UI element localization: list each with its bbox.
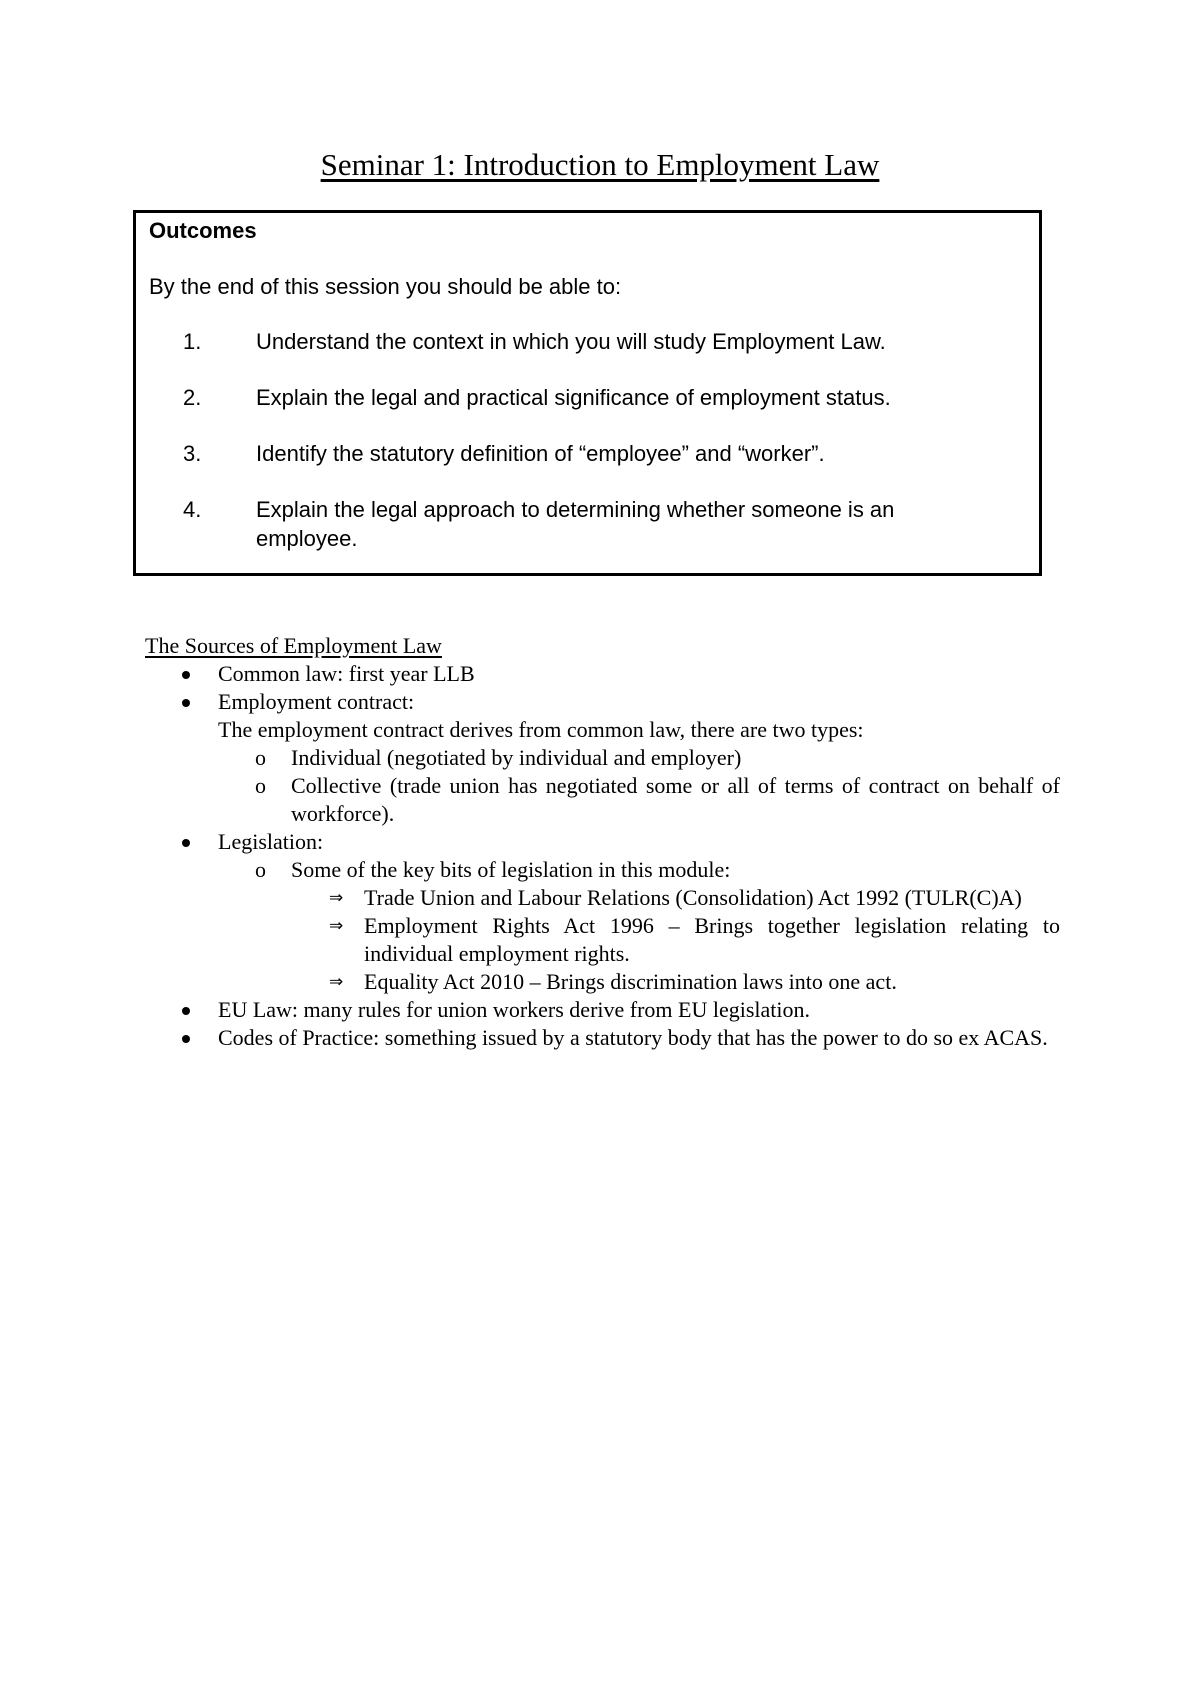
list-item-text: Employment contract: xyxy=(218,689,415,714)
list-item-act-era xyxy=(145,912,1060,968)
sources-section xyxy=(145,632,1060,1052)
outcome-number: 2. xyxy=(183,385,202,410)
list-item-text: Trade Union and Labour Relations (Consolidation) Act 1992 (TULR(C)A) xyxy=(364,885,1022,910)
arrow-right-icon: ⇒ xyxy=(329,916,344,936)
circle-bullet-icon: o xyxy=(255,857,266,882)
bullet-icon xyxy=(182,699,190,707)
list-item-collective xyxy=(145,772,1060,828)
outcome-text: Identify the statutory definition of “employee” and “worker”. xyxy=(256,441,825,466)
outcome-number: 1. xyxy=(183,329,202,354)
outcomes-box xyxy=(133,210,1042,576)
bullet-icon xyxy=(182,1007,190,1015)
outcome-text: Explain the legal and practical significance of employment status. xyxy=(256,385,891,410)
list-item-text: Equality Act 2010 – Brings discrimination laws into one act. xyxy=(364,969,897,994)
list-item-text: Some of the key bits of legislation in this module: xyxy=(291,857,731,882)
outcomes-heading: Outcomes xyxy=(149,218,257,243)
outcome-number: 3. xyxy=(183,441,202,466)
bullet-icon xyxy=(182,1035,190,1043)
contract-description: The employment contract derives from common law, there are two types: xyxy=(218,717,864,742)
list-item-key-bits xyxy=(145,856,1060,884)
page-title: Seminar 1: Introduction to Employment Law xyxy=(320,147,880,182)
list-item-text: Employment Rights Act 1996 – Brings together legislation relating to individual employment rights. xyxy=(364,913,1060,966)
list-item-common-law xyxy=(145,660,1060,688)
outcome-number: 4. xyxy=(183,497,202,522)
list-item-act-tulrca xyxy=(145,884,1060,912)
list-item-text: Collective (trade union has negotiated some or all of terms of contract on behalf of workforce). xyxy=(291,773,1060,826)
arrow-right-icon: ⇒ xyxy=(329,888,344,908)
circle-bullet-icon: o xyxy=(255,773,266,798)
list-item-text: Common law: first year LLB xyxy=(218,661,475,686)
bullet-icon xyxy=(182,671,190,679)
list-item-eu-law xyxy=(145,996,1060,1024)
outcome-text: Understand the context in which you will study Employment Law. xyxy=(256,329,886,354)
list-item-text: Codes of Practice: something issued by a statutory body that has the power to do so ex ACAS. xyxy=(218,1025,1048,1050)
outcomes-intro: By the end of this session you should be able to: xyxy=(149,274,622,299)
list-item-legislation xyxy=(145,828,1060,856)
list-item-codes-of-practice xyxy=(145,1024,1060,1052)
list-item-text: EU Law: many rules for union workers derive from EU legislation. xyxy=(218,997,811,1022)
bullet-icon xyxy=(182,839,190,847)
arrow-right-icon: ⇒ xyxy=(329,972,344,992)
list-item-act-equality xyxy=(145,968,1060,996)
list-item-text: Individual (negotiated by individual and employer) xyxy=(291,745,742,770)
list-item-individual xyxy=(145,744,1060,772)
circle-bullet-icon: o xyxy=(255,745,266,770)
sources-heading: The Sources of Employment Law xyxy=(145,633,442,658)
list-item-employment-contract xyxy=(145,688,1060,716)
outcome-text: Explain the legal approach to determining whether someone is an employee. xyxy=(256,497,895,551)
list-item-text: Legislation: xyxy=(218,829,324,854)
